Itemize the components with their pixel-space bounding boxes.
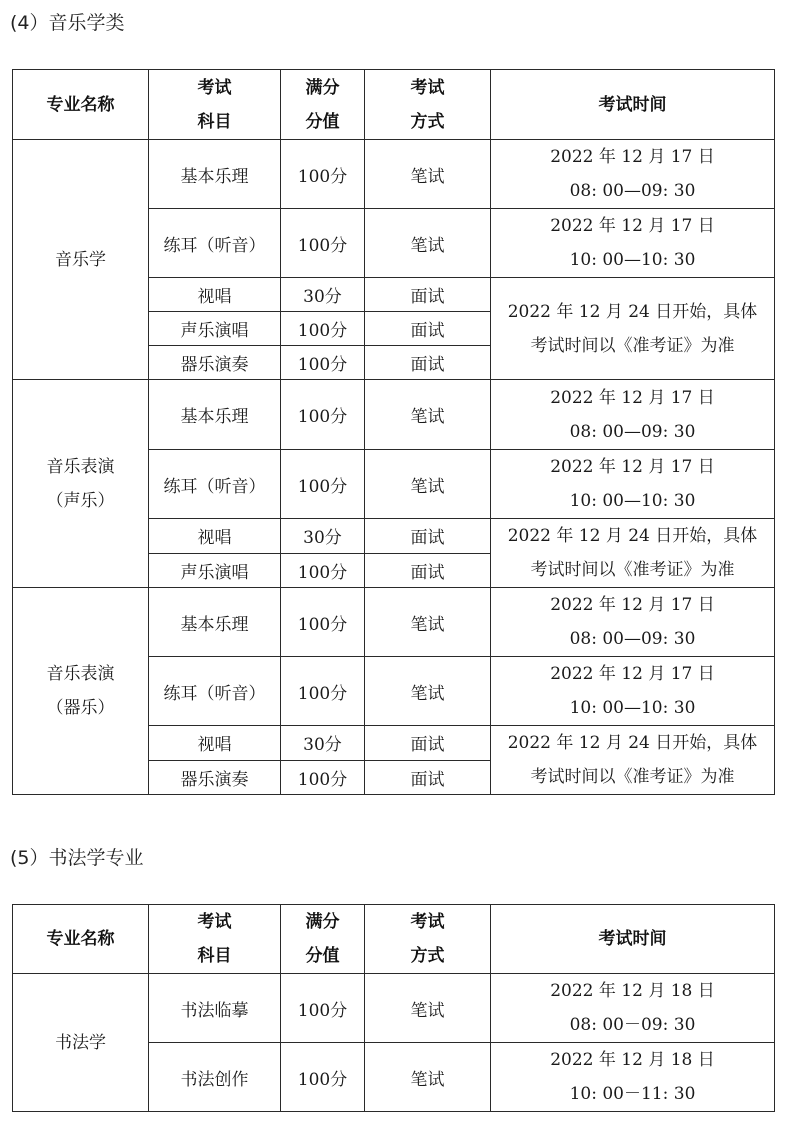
method-cell: 笔试 — [365, 1043, 491, 1112]
header-major: 专业名称 — [13, 70, 149, 140]
time-cell: 2022 年 12 月 18 日 08: 00－09: 30 — [491, 974, 775, 1043]
method-cell: 笔试 — [365, 209, 491, 278]
score-cell: 100分 — [281, 657, 365, 726]
method-cell: 面试 — [365, 553, 491, 588]
table-row — [13, 380, 775, 450]
subject-cell: 声乐演唱 — [149, 312, 281, 346]
table-row — [13, 140, 775, 209]
header-subject: 考试 科目 — [149, 905, 281, 974]
time-cell: 2022 年 12 月 24 日开始，具体 考试时间以《准考证》为准 — [491, 519, 775, 588]
calligraphy-exam-table — [12, 904, 775, 1112]
subject-cell: 视唱 — [149, 278, 281, 312]
method-cell: 笔试 — [365, 380, 491, 450]
header-row — [13, 70, 775, 140]
subject-cell: 声乐演唱 — [149, 553, 281, 588]
subject-cell: 器乐演奏 — [149, 346, 281, 380]
header-method: 考试 方式 — [365, 70, 491, 140]
score-cell: 100分 — [281, 380, 365, 450]
score-cell: 100分 — [281, 553, 365, 588]
time-cell: 2022 年 12 月 17 日 10: 00—10: 30 — [491, 450, 775, 519]
table-row — [13, 588, 775, 657]
subject-cell: 视唱 — [149, 726, 281, 761]
score-cell: 100分 — [281, 974, 365, 1043]
score-cell: 100分 — [281, 1043, 365, 1112]
time-cell: 2022 年 12 月 17 日 10: 00—10: 30 — [491, 657, 775, 726]
subject-cell: 练耳（听音） — [149, 209, 281, 278]
method-cell: 面试 — [365, 726, 491, 761]
major-cell: 音乐表演 （声乐） — [13, 380, 149, 588]
method-cell: 笔试 — [365, 588, 491, 657]
header-score: 满分 分值 — [281, 70, 365, 140]
method-cell: 笔试 — [365, 657, 491, 726]
method-cell: 面试 — [365, 760, 491, 795]
major-cell: 音乐表演 （器乐） — [13, 588, 149, 795]
method-cell: 笔试 — [365, 974, 491, 1043]
table-row — [13, 974, 775, 1043]
time-cell: 2022 年 12 月 17 日 08: 00—09: 30 — [491, 588, 775, 657]
time-cell: 2022 年 12 月 24 日开始，具体 考试时间以《准考证》为准 — [491, 726, 775, 795]
music-exam-table — [12, 69, 775, 795]
subject-cell: 基本乐理 — [149, 140, 281, 209]
time-cell: 2022 年 12 月 18 日 10: 00－11: 30 — [491, 1043, 775, 1112]
subject-cell: 练耳（听音） — [149, 657, 281, 726]
subject-cell: 基本乐理 — [149, 380, 281, 450]
header-time: 考试时间 — [491, 70, 775, 140]
score-cell: 100分 — [281, 588, 365, 657]
method-cell: 面试 — [365, 346, 491, 380]
time-cell: 2022 年 12 月 17 日 10: 00—10: 30 — [491, 209, 775, 278]
score-cell: 100分 — [281, 346, 365, 380]
time-cell: 2022 年 12 月 17 日 08: 00—09: 30 — [491, 380, 775, 450]
subject-cell: 书法创作 — [149, 1043, 281, 1112]
score-cell: 100分 — [281, 140, 365, 209]
header-major: 专业名称 — [13, 905, 149, 974]
major-cell: 音乐学 — [13, 140, 149, 380]
method-cell: 笔试 — [365, 140, 491, 209]
subject-cell: 基本乐理 — [149, 588, 281, 657]
major-cell: 书法学 — [13, 974, 149, 1112]
time-cell: 2022 年 12 月 24 日开始，具体 考试时间以《准考证》为准 — [491, 278, 775, 380]
score-cell: 100分 — [281, 312, 365, 346]
score-cell: 30分 — [281, 519, 365, 554]
header-score: 满分 分值 — [281, 905, 365, 974]
subject-cell: 视唱 — [149, 519, 281, 554]
score-cell: 100分 — [281, 450, 365, 519]
method-cell: 面试 — [365, 278, 491, 312]
header-method: 考试 方式 — [365, 905, 491, 974]
section-title-music: (4）音乐学类 — [10, 12, 125, 34]
subject-cell: 书法临摹 — [149, 974, 281, 1043]
section-title-calligraphy: (5）书法学专业 — [10, 847, 144, 869]
method-cell: 面试 — [365, 519, 491, 554]
header-time: 考试时间 — [491, 905, 775, 974]
header-row — [13, 905, 775, 974]
method-cell: 笔试 — [365, 450, 491, 519]
subject-cell: 练耳（听音） — [149, 450, 281, 519]
score-cell: 30分 — [281, 726, 365, 761]
subject-cell: 器乐演奏 — [149, 760, 281, 795]
method-cell: 面试 — [365, 312, 491, 346]
header-subject: 考试 科目 — [149, 70, 281, 140]
score-cell: 100分 — [281, 209, 365, 278]
time-cell: 2022 年 12 月 17 日 08: 00—09: 30 — [491, 140, 775, 209]
score-cell: 30分 — [281, 278, 365, 312]
score-cell: 100分 — [281, 760, 365, 795]
